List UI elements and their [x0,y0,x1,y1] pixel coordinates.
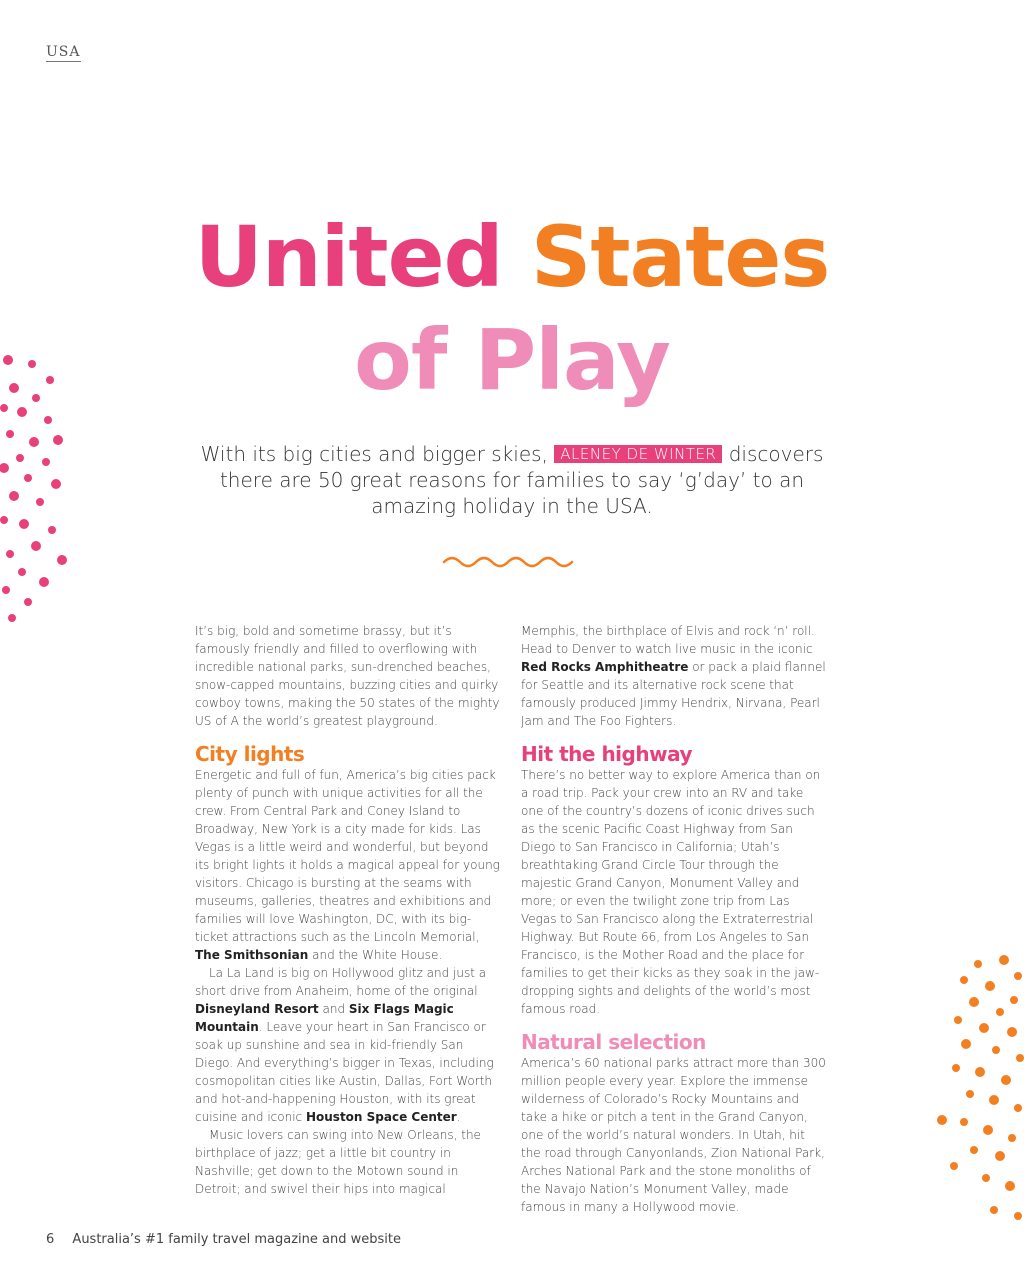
intro-text-after: discovers there are 50 great reasons for families to say ‘g’day’ to an amazing holiday in the USA. [219,442,824,518]
intro-text-before: With its big cities and bigger skies, [200,442,548,466]
page-title [0,208,1024,306]
pink-dot-pattern [0,350,80,630]
highway-paragraph: There’s no better way to explore America than on a road trip. Pack your crew into an RV and take one of the country’s dozens of iconic drives such as the scenic Pacific Coast Highway from San Diego to San Francisco in California; Utah’s breathtaking Grand Circle Tour through the majestic Grand Canyon, Monument Valley and more; or even the twilight zone trip from Las Vegas to San Francisco along the Extraterrestrial Highway. But Route 66, from Los Angeles to San Francisco, is the Mother Road and the place for families to get their kicks as they soak in the jaw-dropping sights and delights of the world’s most famous road. [521,768,821,1016]
title-word-states: States [530,208,830,306]
intro-paragraph: It’s big, bold and sometime brassy, but it’s famously friendly and filled to overflowing with incredible national parks, sun-drenched beaches, snow-capped mountains, buzzing cities and quirky cowboy towns, making the 50 states of the mighty US of A the world’s greatest playground. [195,624,500,728]
page-number: 6 [46,1232,55,1247]
city-lights-paragraph-3: Music lovers can swing into New Orleans, the birthplace of jazz; get a little bit country in Nashville; get down to the Motown sound in Detroit; and swivel their hips into magical [195,1128,481,1196]
city-lights-paragraph-2: La La Land is big on Hollywood glitz and just a short drive from Anaheim, home of the original Disneyland Resort and Six Flags Magic Mountain. Leave your heart in San Francisco or soak up sunshine and sea in kid-friendly San Diego. And everything’s bigger in Texas, including cosmopolitan cities like Austin, Dallas, Fort Worth and hot-and-happening Houston, with its great cuisine and iconic Houston Space Center. [195,966,494,1124]
column-right [521,622,827,1216]
natural-paragraph: America’s 60 national parks attract more than 300 million people every year. Explore the immense wilderness of Colorado’s Rocky Mountains and take a hike or pitch a tent in the Grand Canyon, one of the world’s natural wonders. In Utah, hit the road through Canyonlands, Zion National Park, Arches National Park and the stone monoliths of the Navajo Nation’s Monument Valley, made famous in many a Hollywood movie. [521,1056,826,1214]
heading-hit-the-highway: Hit the highway [521,742,692,766]
orange-dot-pattern [930,950,1024,1230]
footer-tagline: Australia’s #1 family travel magazine and website [72,1232,401,1247]
column-left [195,622,501,1198]
squiggle-divider [442,552,574,572]
heading-natural-selection: Natural selection [521,1030,706,1054]
title-word-united: United [194,208,503,306]
music-paragraph: Memphis, the birthplace of Elvis and rock ‘n’ roll. Head to Denver to watch live music in the iconic Red Rocks Amphitheatre or pack a plaid flannel for Seattle and its alternative rock scene that famously produced Jimmy Hendrix, Nirvana, Pearl Jam and The Foo Fighters. [521,624,826,728]
page-footer [46,1232,401,1247]
section-tag: USA [46,44,81,60]
page-title-line2: of Play [354,311,670,409]
heading-city-lights: City lights [195,742,305,766]
city-lights-paragraph-1: Energetic and full of fun, America’s big cities pack plenty of punch with unique activities for all the crew. From Central Park and Coney Island to Broadway, New York is a city made for kids. Las Vegas is a little weird and wonderful, but beyond its bright lights it holds a magical appeal for young visitors. Chicago is bursting at the seams with museums, galleries, theatres and exhibitions and families will love Washington, DC, with its big-ticket attractions such as the Lincoln Memorial, The Smithsonian and the White House. [195,768,500,962]
intro-standfirst [176,441,848,519]
author-byline: ALENEY DE WINTER [554,445,722,463]
